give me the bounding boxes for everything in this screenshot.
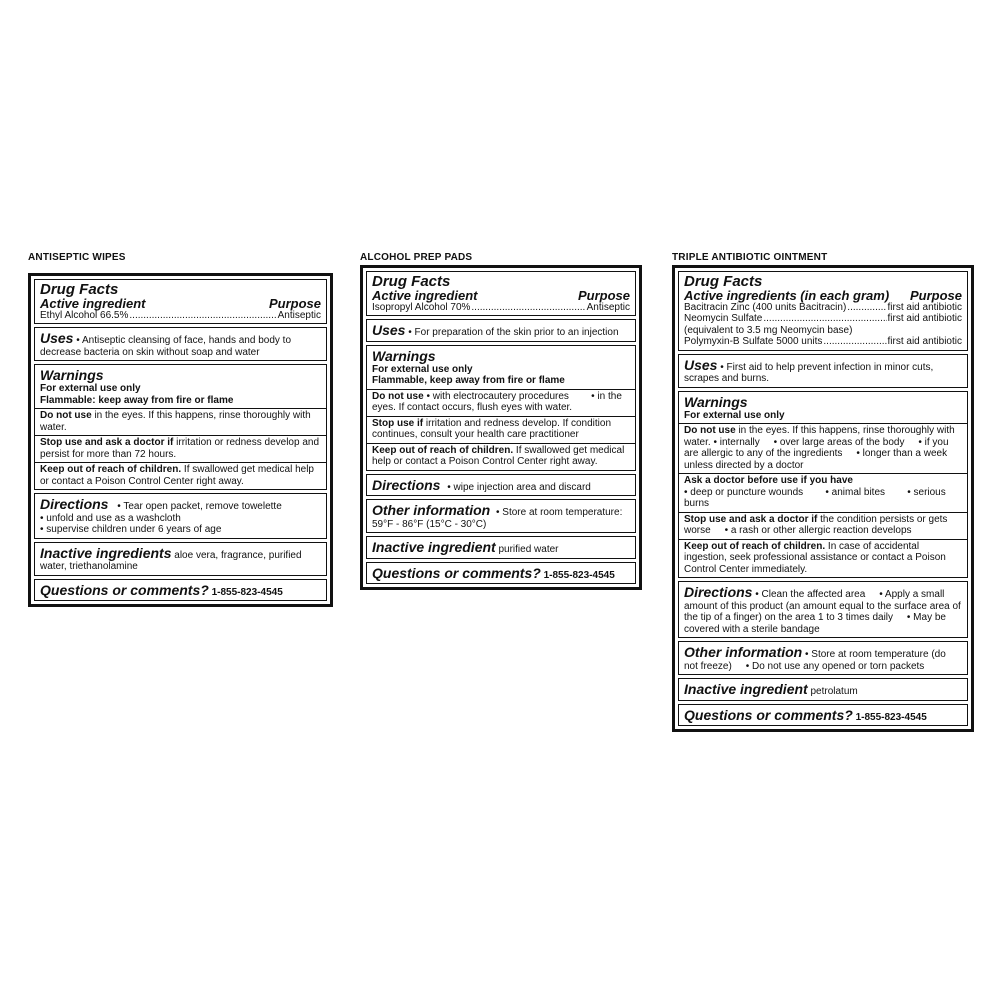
warnings-heading: Warnings	[40, 367, 104, 383]
directions-section	[366, 474, 636, 497]
other-text: • Store at room temperature (do not freeze) • Do not use any opened or torn packets	[684, 649, 949, 672]
ask-doctor-text: • deep or puncture wounds • animal bites • serious burns	[684, 486, 949, 509]
keep-out-text: If swallowed get medical help or contact a Poison Control Center right away.	[372, 444, 625, 467]
ask-doctor-label: Ask a doctor before use if you have	[684, 475, 853, 486]
stop-use	[367, 416, 635, 441]
directions-text: • Clean the affected area • Apply a small amount of this product (an amount equal to the surface area of the tip of a finger) on the area 1 to 3 times daily • May be covered with a sterile bandage	[684, 589, 964, 635]
active-header-row	[40, 298, 321, 310]
ask-doctor	[679, 473, 967, 510]
active-heading: Active ingredient	[40, 296, 146, 311]
warnings-section	[678, 391, 968, 579]
uses-section	[366, 319, 636, 342]
active-header-row	[684, 290, 962, 302]
uses-text: • First aid to help prevent infection in minor cuts, scrapes and burns.	[684, 361, 934, 384]
uses-section	[678, 354, 968, 388]
directions-section	[678, 581, 968, 638]
uses-text: • For preparation of the skin prior to an injection	[405, 327, 619, 338]
keep-out-reach	[367, 443, 635, 468]
external-use: For external use only	[372, 363, 473, 375]
inactive-text: purified water	[495, 544, 559, 555]
do-not-use-text: in the eyes. If this happens, rinse thoroughly with water.	[40, 410, 311, 433]
do-not-use-label: Do not use	[372, 390, 424, 402]
ingredient-row	[40, 310, 321, 322]
phone-number: 1-855-823-4545	[855, 711, 927, 723]
other-heading: Other information	[372, 502, 491, 518]
keep-out-reach	[679, 539, 967, 576]
active-section	[366, 271, 636, 316]
uses-text: • Antiseptic cleansing of face, hands and body to decrease bacteria on skin without soap and water	[40, 335, 292, 358]
leader-dots	[823, 336, 886, 348]
questions-section	[678, 704, 968, 727]
drug-facts-title: Drug Facts	[684, 273, 763, 290]
directions-heading: Directions	[40, 496, 109, 512]
stop-use-text: irritation and redness develop. If condition continues, consult your health care practitioner	[372, 417, 612, 440]
drug-facts-box	[360, 265, 642, 590]
directions-heading: Directions	[684, 584, 753, 600]
do-not-use	[35, 408, 326, 433]
stop-use-text: the condition persists or gets worse • a rash or other allergic reaction develops	[684, 513, 951, 536]
ingredient-purpose: first aid antibiotic	[887, 301, 962, 313]
inactive-heading: Inactive ingredients	[40, 544, 172, 561]
other-text: • Store at room temperature: 59°F - 86°F (15°C - 30°C)	[372, 507, 623, 530]
panel-title: ANTISEPTIC WIPES	[28, 252, 126, 263]
questions-label: Questions or comments?	[684, 706, 853, 723]
ingredient-row	[684, 302, 962, 314]
do-not-use-text: in the eyes. If this happens, rinse thoroughly with water. • internally • over large areas of the body • if you are allergic to any of the ingredients • longer than a week unless directed by a doctor	[684, 425, 958, 471]
inactive-section	[34, 542, 327, 576]
ingredient-name: Isopropyl Alcohol 70%	[372, 301, 471, 313]
ingredient-name: Ethyl Alcohol 66.5%	[40, 309, 129, 321]
warnings-heading: Warnings	[684, 393, 748, 410]
active-heading: Active ingredient	[372, 288, 478, 303]
direction-3: • supervise children under 6 years of age	[40, 524, 222, 535]
leader-dots	[847, 302, 886, 314]
do-not-use	[679, 423, 967, 471]
drug-facts-box	[672, 265, 974, 732]
stop-use-label: Stop use and ask a doctor if	[40, 437, 174, 448]
inactive-heading: Inactive ingredient	[684, 681, 808, 697]
inactive-heading: Inactive ingredient	[372, 539, 496, 555]
keep-out-reach	[35, 462, 326, 487]
stop-use	[35, 435, 326, 460]
inactive-section	[678, 678, 968, 701]
questions-section	[34, 579, 327, 602]
flammable-warning: Flammable: keep away from fire or flame	[40, 394, 234, 406]
do-not-use-text: • with electrocautery procedures • in the eyes. If contact occurs, flush eyes with water.	[372, 390, 625, 413]
do-not-use-label: Do not use	[684, 425, 736, 436]
keep-out-label: Keep out of reach of children.	[684, 540, 826, 552]
other-info-section	[678, 641, 968, 675]
ingredient-row	[684, 313, 962, 325]
purpose-heading: Purpose	[909, 288, 962, 303]
warnings-heading: Warnings	[372, 347, 436, 364]
keep-out-text: If swallowed get medical help or contact a Poison Control Center right away.	[40, 464, 314, 487]
other-info-section	[366, 499, 636, 533]
panel-title: TRIPLE ANTIBIOTIC OINTMENT	[672, 252, 828, 263]
direction-1: • Tear open packet, remove towelette	[117, 501, 282, 512]
keep-out-text: In case of accidental ingestion, seek professional assistance or contact a Poison Control Center immediately.	[684, 540, 946, 575]
leader-dots	[129, 310, 276, 322]
uses-heading: Uses	[40, 330, 74, 346]
stop-use-label: Stop use and ask a doctor if	[684, 513, 818, 525]
questions-section	[366, 562, 636, 585]
keep-out-label: Keep out of reach of children.	[40, 464, 182, 475]
active-heading: Active ingredients (in each gram)	[684, 288, 890, 303]
questions-label: Questions or comments?	[40, 581, 209, 598]
inactive-text: aloe vera, fragrance, purified water, triethanolamine	[40, 549, 302, 572]
other-heading: Other information	[684, 644, 803, 660]
stop-use-label: Stop use if	[372, 417, 424, 429]
purpose-heading: Purpose	[577, 288, 630, 303]
ingredient-note: (equivalent to 3.5 mg Neomycin base)	[684, 324, 853, 336]
active-header-row	[372, 290, 630, 302]
directions-text: • wipe injection area and discard	[444, 481, 591, 493]
leader-dots	[471, 302, 585, 314]
uses-heading: Uses	[684, 356, 718, 373]
leader-dots	[763, 313, 886, 325]
active-section	[678, 271, 968, 351]
ingredient-name: Polymyxin-B Sulfate 5000 units	[684, 336, 823, 347]
questions-label: Questions or comments?	[372, 564, 541, 581]
warnings-section	[366, 345, 636, 471]
keep-out-label: Keep out of reach of children.	[372, 444, 514, 456]
flammable-warning: Flammable, keep away from fire or flame	[372, 375, 565, 386]
external-use: For external use only	[40, 383, 141, 394]
drug-facts-title: Drug Facts	[40, 281, 119, 298]
stop-use	[679, 512, 967, 537]
ingredient-row	[684, 336, 962, 348]
ingredient-row	[372, 302, 630, 314]
do-not-use-label: Do not use	[40, 410, 92, 421]
ingredient-purpose: first aid antibiotic	[887, 313, 962, 324]
drug-facts-title: Drug Facts	[372, 273, 451, 290]
external-use: For external use only	[684, 409, 785, 421]
inactive-text: petrolatum	[807, 686, 858, 697]
purpose-heading: Purpose	[268, 296, 321, 311]
ingredient-purpose: first aid antibiotic	[887, 336, 962, 347]
uses-heading: Uses	[372, 322, 406, 338]
stop-use-text: irritation or redness develop and persist for more than 72 hours.	[40, 437, 319, 460]
panel-title: ALCOHOL PREP PADS	[360, 252, 473, 263]
ingredient-purpose: Antiseptic	[277, 309, 321, 321]
ingredient-name: Bacitracin Zinc (400 units Bacitracin)	[684, 301, 847, 313]
directions-heading: Directions	[372, 476, 441, 493]
directions-section	[34, 493, 327, 539]
active-section	[34, 279, 327, 324]
do-not-use	[367, 389, 635, 414]
ingredient-name: Neomycin Sulfate	[684, 313, 763, 324]
warnings-section	[34, 364, 327, 490]
ingredient-purpose: Antiseptic	[586, 301, 630, 313]
phone-number: 1-855-823-4545	[543, 569, 615, 581]
phone-number: 1-855-823-4545	[211, 586, 283, 598]
drug-facts-box	[28, 273, 333, 607]
direction-2: • unfold and use as a washcloth	[40, 512, 181, 524]
inactive-section	[366, 536, 636, 559]
uses-section	[34, 327, 327, 361]
